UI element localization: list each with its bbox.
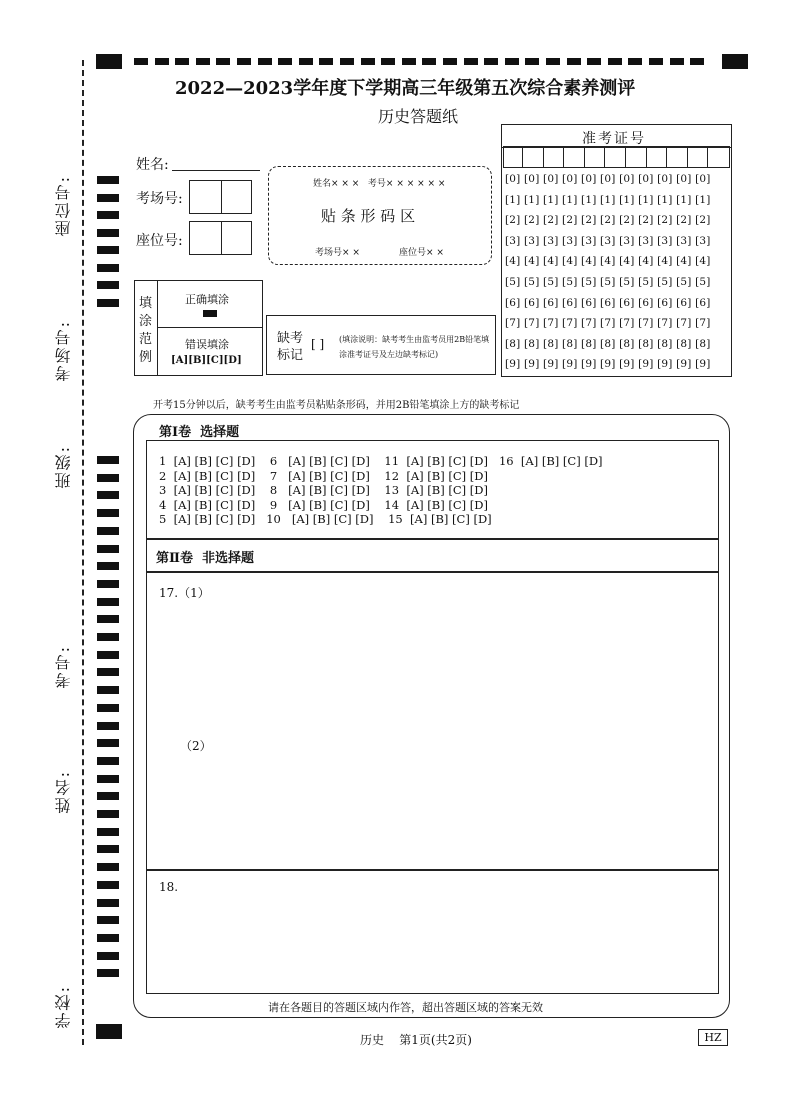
admission-cell <box>524 146 544 168</box>
footer-page: 历史 第1页(共2页) <box>360 1033 472 1047</box>
bottom-note: 请在各题目的答题区域内作答，超出答题区域的答案无效 <box>268 1001 543 1014</box>
timing-mark <box>97 899 119 907</box>
admission-bubble-row[interactable]: [8] [8] [8] [8] [8] [8] [8] [8] [8] [8] [8] <box>505 337 711 350</box>
admission-bubble-row[interactable]: [4] [4] [4] [4] [4] [4] [4] [4] [4] [4] [4] <box>505 255 711 268</box>
barcode-room: 考场号× × <box>315 248 360 258</box>
timing-mark <box>443 58 457 65</box>
q17-part1-label: 17.（1） <box>159 586 210 600</box>
page-subtitle: 历史答题纸 <box>378 107 459 126</box>
timing-mark <box>97 722 119 730</box>
timing-mark <box>97 194 119 202</box>
admission-bubble-row[interactable]: [2] [2] [2] [2] [2] [2] [2] [2] [2] [2] [2] <box>505 214 711 227</box>
timing-mark <box>97 934 119 942</box>
corner-marker-top-left <box>96 54 122 69</box>
seat-label: 座位号: <box>136 233 183 249</box>
choice-row[interactable]: 2 [A] [B] [C] [D] 7 [A] [B] [C] [D] 12 [A] [B] [C] [D] <box>159 468 489 483</box>
q17-answer-area[interactable] <box>146 572 719 870</box>
admission-bubble-row[interactable]: [1] [1] [1] [1] [1] [1] [1] [1] [1] [1] [1] <box>505 193 711 206</box>
admission-bubble-row[interactable]: [3] [3] [3] [3] [3] [3] [3] [3] [3] [3] [3] <box>505 234 711 247</box>
admission-cell <box>544 146 564 168</box>
absent-box <box>266 315 496 375</box>
admission-cell <box>585 146 605 168</box>
timing-mark <box>525 58 539 65</box>
timing-mark <box>505 58 519 65</box>
exam-room-label: 考场号: <box>136 191 183 207</box>
timing-mark <box>97 757 119 765</box>
exam-room-field[interactable] <box>189 180 252 214</box>
timing-mark <box>97 509 119 517</box>
timing-mark <box>319 58 333 65</box>
section2-title: 第Ⅱ卷 非选择题 <box>156 551 255 566</box>
timing-mark <box>670 58 684 65</box>
timing-mark <box>97 176 119 184</box>
admission-cell <box>627 146 647 168</box>
admission-bubble-row[interactable]: [7] [7] [7] [7] [7] [7] [7] [7] [7] [7] [7] <box>505 317 711 330</box>
seat-field[interactable] <box>189 221 252 255</box>
correct-fill-mark <box>203 310 217 317</box>
timing-mark <box>608 58 622 65</box>
timing-mark <box>464 58 478 65</box>
timing-mark <box>97 615 119 623</box>
timing-mark <box>299 58 313 65</box>
q18-label: 18. <box>159 880 179 894</box>
admission-bubble-row[interactable]: [6] [6] [6] [6] [6] [6] [6] [6] [6] [6] [6] <box>505 296 711 309</box>
corner-marker-top-right <box>722 54 748 69</box>
footer-code: HZ <box>698 1029 728 1046</box>
timing-mark <box>422 58 436 65</box>
timing-mark <box>402 58 416 65</box>
timing-mark <box>97 668 119 676</box>
timing-mark <box>97 952 119 960</box>
timing-mark <box>97 633 119 641</box>
timing-mark <box>628 58 642 65</box>
barcode-area <box>268 166 492 265</box>
timing-mark <box>97 863 119 871</box>
timing-mark <box>97 580 119 588</box>
timing-mark <box>97 456 119 464</box>
admission-bubble-row[interactable]: [9] [9] [9] [9] [9] [9] [9] [9] [9] [9] [9] <box>505 358 711 371</box>
timing-mark <box>97 562 119 570</box>
barcode-seat: 座位号× × <box>399 248 444 258</box>
timing-mark <box>278 58 292 65</box>
correct-fill-label: 正确填涂 <box>185 293 229 306</box>
timing-mark <box>97 775 119 783</box>
timing-mark <box>97 229 119 237</box>
timing-mark <box>97 704 119 712</box>
timing-mark <box>97 881 119 889</box>
timing-mark <box>97 246 119 254</box>
timing-mark <box>97 281 119 289</box>
timing-mark <box>155 58 169 65</box>
side-label-exam-room: 考场号: <box>54 320 73 382</box>
side-label-seat: 座位号: <box>54 175 73 237</box>
wrong-fill-label: 错误填涂 <box>185 338 229 351</box>
timing-mark <box>484 58 498 65</box>
timing-mark <box>97 792 119 800</box>
choice-row[interactable]: 4 [A] [B] [C] [D] 9 [A] [B] [C] [D] 14 [A] [B] [C] [D] <box>159 497 489 512</box>
timing-mark <box>567 58 581 65</box>
fill-example-box <box>134 280 263 376</box>
timing-mark <box>97 916 119 924</box>
q17-part2-label: （2） <box>180 739 212 753</box>
absent-note: (填涂说明：缺考考生由监考员用2B铅笔填涂准考证号及左边缺考标记) <box>339 335 490 359</box>
corner-marker-bottom-left <box>96 1024 122 1039</box>
timing-mark <box>237 58 251 65</box>
timing-mark <box>587 58 601 65</box>
admission-cell <box>668 146 688 168</box>
timing-mark <box>216 58 230 65</box>
timing-mark <box>97 739 119 747</box>
timing-mark <box>258 58 272 65</box>
timing-mark <box>97 969 119 977</box>
timing-mark <box>340 58 354 65</box>
timing-mark <box>97 211 119 219</box>
barcode-title: 贴 条 形 码 区 <box>321 207 416 225</box>
admission-cell <box>688 146 708 168</box>
choice-row[interactable]: 1 [A] [B] [C] [D] 6 [A] [B] [C] [D] 11 [A] [B] [C] [D] 16 [A] [B] [C] [D] <box>159 454 603 468</box>
admission-bubble-row[interactable]: [0] [0] [0] [0] [0] [0] [0] [0] [0] [0] [0] <box>505 173 711 185</box>
absent-label: 缺考标记 <box>277 331 304 363</box>
admission-cell <box>565 146 585 168</box>
choice-row[interactable]: 5 [A] [B] [C] [D] 10 [A] [B] [C] [D] 15 [A] [B] [C] [D] <box>159 512 492 526</box>
side-label-exam-no: 考号: <box>54 645 73 689</box>
timing-mark <box>97 264 119 272</box>
timing-mark <box>97 598 119 606</box>
timing-mark <box>97 527 119 535</box>
name-field[interactable] <box>172 170 260 171</box>
choice-row[interactable]: 3 [A] [B] [C] [D] 8 [A] [B] [C] [D] 13 [A] [B] [C] [D] <box>159 483 489 497</box>
timing-mark <box>649 58 663 65</box>
timing-mark <box>175 58 189 65</box>
timing-mark <box>134 58 148 65</box>
side-label-class: 班级: <box>54 445 73 489</box>
section1-title: 第Ⅰ卷 选择题 <box>159 425 240 440</box>
admission-bubble-row[interactable]: [5] [5] [5] [5] [5] [5] [5] [5] [5] [5] [5] <box>505 276 711 288</box>
timing-mark <box>97 686 119 694</box>
timing-mark <box>690 58 704 65</box>
admission-title: 准考证号 <box>582 131 646 147</box>
fill-example-side-label: 填涂范例 <box>139 296 153 365</box>
timing-mark <box>361 58 375 65</box>
admission-cell <box>606 146 626 168</box>
admission-cell <box>503 146 523 168</box>
timing-mark <box>97 828 119 836</box>
timing-mark <box>97 545 119 553</box>
timing-mark <box>97 491 119 499</box>
wrong-fill-marks: [A][B][C][D] <box>171 355 242 366</box>
timing-mark <box>546 58 560 65</box>
barcode-name-line: 姓名× × × 考号× × × × × × <box>313 179 446 189</box>
notice-text: 开考15分钟以后，缺考考生由监考员粘贴条形码，并用2B铅笔填涂上方的缺考标记 <box>153 400 520 411</box>
binding-line <box>82 60 84 1045</box>
absent-bracket[interactable]: [ ] <box>311 337 325 351</box>
timing-mark <box>97 474 119 482</box>
admission-cell <box>647 146 667 168</box>
timing-mark <box>381 58 395 65</box>
page-title: 2022—2023学年度下学期高三年级第五次综合素养测评 <box>175 78 636 99</box>
timing-mark <box>97 299 119 307</box>
timing-mark <box>97 810 119 818</box>
side-label-name: 姓名: <box>54 770 73 814</box>
side-label-school: 学校: <box>54 985 73 1029</box>
name-label: 姓名: <box>136 157 169 173</box>
timing-mark <box>97 651 119 659</box>
q18-answer-area[interactable] <box>146 870 719 994</box>
timing-mark <box>196 58 210 65</box>
timing-mark <box>97 845 119 853</box>
